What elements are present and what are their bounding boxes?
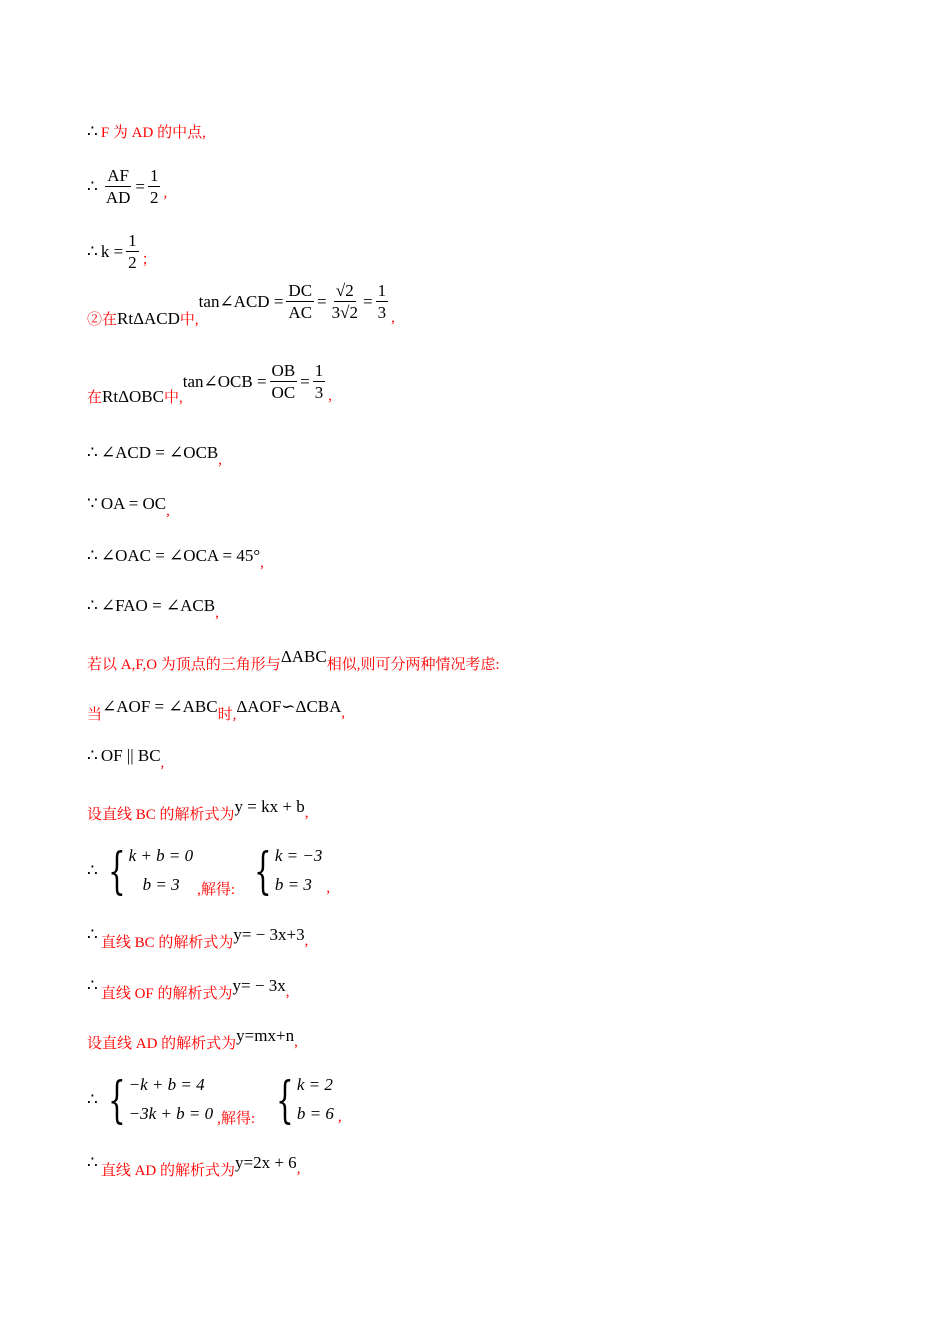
den-coeff: 3 <box>331 303 341 323</box>
therefore-symbol: ∴ <box>87 241 98 261</box>
punct: , <box>285 984 290 1000</box>
math: y= − 3x+3 <box>233 924 305 944</box>
left-brace: { <box>107 841 126 900</box>
left-brace: { <box>107 1070 126 1129</box>
line-similar-cases <box>87 646 500 673</box>
equation-system <box>101 842 193 900</box>
left-brace: { <box>254 841 272 900</box>
equation-row: k + b = 0 <box>128 846 194 865</box>
tan-acd-expression <box>283 280 391 324</box>
equals: = <box>300 371 310 391</box>
math: ΔABC <box>280 646 327 666</box>
math: ΔAOF∽ΔCBA <box>236 696 342 716</box>
equals: = <box>317 291 327 311</box>
equation-system <box>101 1071 213 1129</box>
math: y = kx + b <box>234 796 305 816</box>
solution-system <box>269 1071 334 1129</box>
punct: , <box>296 1161 301 1177</box>
punct: , <box>304 805 309 821</box>
text: ②在 <box>87 312 118 329</box>
equation-row: b = 3 <box>274 874 312 894</box>
solution-system <box>247 842 322 900</box>
line-f-midpoint <box>87 121 206 142</box>
line-bc-result <box>87 924 309 951</box>
text: 中, <box>179 312 199 329</box>
therefore-symbol: ∴ <box>87 924 98 944</box>
punct: ； <box>141 252 157 269</box>
line-ad-result <box>87 1152 301 1179</box>
line-system-ad <box>87 1071 342 1129</box>
fraction-one-half: $\frac{1}{2}$ <box>149 166 159 208</box>
fraction-dc-ac: $\frac{DC}{AC}$ <box>288 281 313 323</box>
punct: , <box>326 880 331 897</box>
math: y=2x + 6 <box>235 1152 297 1172</box>
den-sqrt: √2 <box>340 303 358 323</box>
punct: , <box>260 554 264 571</box>
therefore-symbol: ∴ <box>87 121 98 141</box>
because-symbol: ∵ <box>87 494 98 513</box>
line-angle-fao <box>87 596 219 621</box>
equation-row: k = −3 <box>274 846 323 865</box>
tan-ocb-expression <box>267 360 329 404</box>
text: 若以 A,F,O 为顶点的三角形与 <box>87 657 281 673</box>
therefore-symbol: ∴ <box>87 860 98 880</box>
therefore-symbol: ∴ <box>87 975 98 995</box>
math: y= − 3x <box>232 975 286 995</box>
line-of-parallel-bc <box>87 746 165 771</box>
text: ,解得: <box>217 1111 256 1128</box>
line-angle-acd-ocb <box>87 443 223 468</box>
punct: , <box>160 754 165 771</box>
text: 直线 OF 的解析式为 <box>100 986 233 1002</box>
punct: , <box>215 604 219 621</box>
fraction-one-third: $\frac{1}{3}$ <box>377 281 387 323</box>
math: RtΔACD <box>117 308 180 328</box>
fraction-one-third: $\frac{1}{3}$ <box>314 361 324 403</box>
therefore-symbol: ∴ <box>87 546 98 565</box>
left-brace: { <box>276 1070 294 1129</box>
punct: , <box>391 310 395 327</box>
therefore-symbol: ∴ <box>87 176 98 196</box>
math: RtΔOBC <box>102 386 164 406</box>
punct: , <box>341 705 346 721</box>
therefore-symbol: ∴ <box>87 443 98 462</box>
text: 直线 BC 的解析式为 <box>100 935 234 951</box>
therefore-symbol: ∴ <box>87 596 98 615</box>
math: ∠ACD = ∠OCB <box>100 443 219 462</box>
line-system-bc <box>87 842 330 900</box>
line-set-ad <box>87 1025 298 1052</box>
math: ∠OAC = ∠OCA = 45° <box>100 546 261 565</box>
fraction-one-half: $\frac{1}{2}$ <box>128 231 137 273</box>
text: 相似,则可分两种情况考虑: <box>326 657 500 673</box>
equation-row: b = 3 <box>142 874 180 894</box>
punct: , <box>163 185 168 202</box>
punct: , <box>304 933 309 949</box>
math: OF || BC <box>100 746 161 765</box>
equation-row: b = 6 <box>296 1103 334 1123</box>
text: 设直线 AD 的解析式为 <box>87 1036 237 1052</box>
line-set-bc <box>87 796 309 823</box>
text: 当 <box>87 707 103 723</box>
line-tan-acd <box>87 281 395 334</box>
punct: , <box>337 1109 342 1126</box>
fraction-sqrt2-over-3sqrt2: $\frac{√2}{3√2}$ <box>331 281 358 323</box>
text: 中, <box>163 390 183 407</box>
punct: , <box>166 502 170 519</box>
fraction-af-ad: $\frac{AF}{AD}$ <box>105 166 131 208</box>
equation-row: k = 2 <box>296 1075 333 1094</box>
therefore-symbol: ∴ <box>87 1152 98 1172</box>
line-k-value <box>87 230 157 274</box>
text: ,解得: <box>197 882 236 899</box>
math: y=mx+n <box>236 1025 295 1045</box>
text: 直线 AD 的解析式为 <box>100 1163 235 1179</box>
text: 时, <box>217 707 237 723</box>
line-angle-oac <box>87 546 264 571</box>
line-of-result <box>87 975 290 1002</box>
therefore-symbol: ∴ <box>87 1089 98 1109</box>
punct: , <box>218 451 223 468</box>
punct: , <box>294 1034 298 1050</box>
line-oa-oc <box>87 494 170 519</box>
fraction-ob-oc: $\frac{OB}{OC}$ <box>271 361 296 403</box>
math: OA = OC <box>100 494 167 513</box>
math: tan∠OCB = <box>182 371 267 391</box>
therefore-symbol: ∴ <box>87 746 98 765</box>
punct: , <box>328 388 333 405</box>
equation-row: −k + b = 4 <box>128 1075 205 1094</box>
math: k = <box>100 241 124 261</box>
math: ∠FAO = ∠ACB <box>100 596 216 615</box>
line-case-aof <box>87 696 346 723</box>
equals: = <box>362 291 373 311</box>
text: F 为 AD 的中点, <box>100 125 206 141</box>
math: ∠AOF = ∠ABC <box>102 696 218 716</box>
line-tan-ocb <box>87 361 333 412</box>
text: 设直线 BC 的解析式为 <box>87 807 235 823</box>
math: tan∠ACD = <box>198 291 284 311</box>
text: 在 <box>87 390 103 407</box>
line-af-ad-ratio <box>87 165 167 209</box>
equation-row: −3k + b = 0 <box>128 1103 214 1123</box>
equals: = <box>135 176 145 196</box>
